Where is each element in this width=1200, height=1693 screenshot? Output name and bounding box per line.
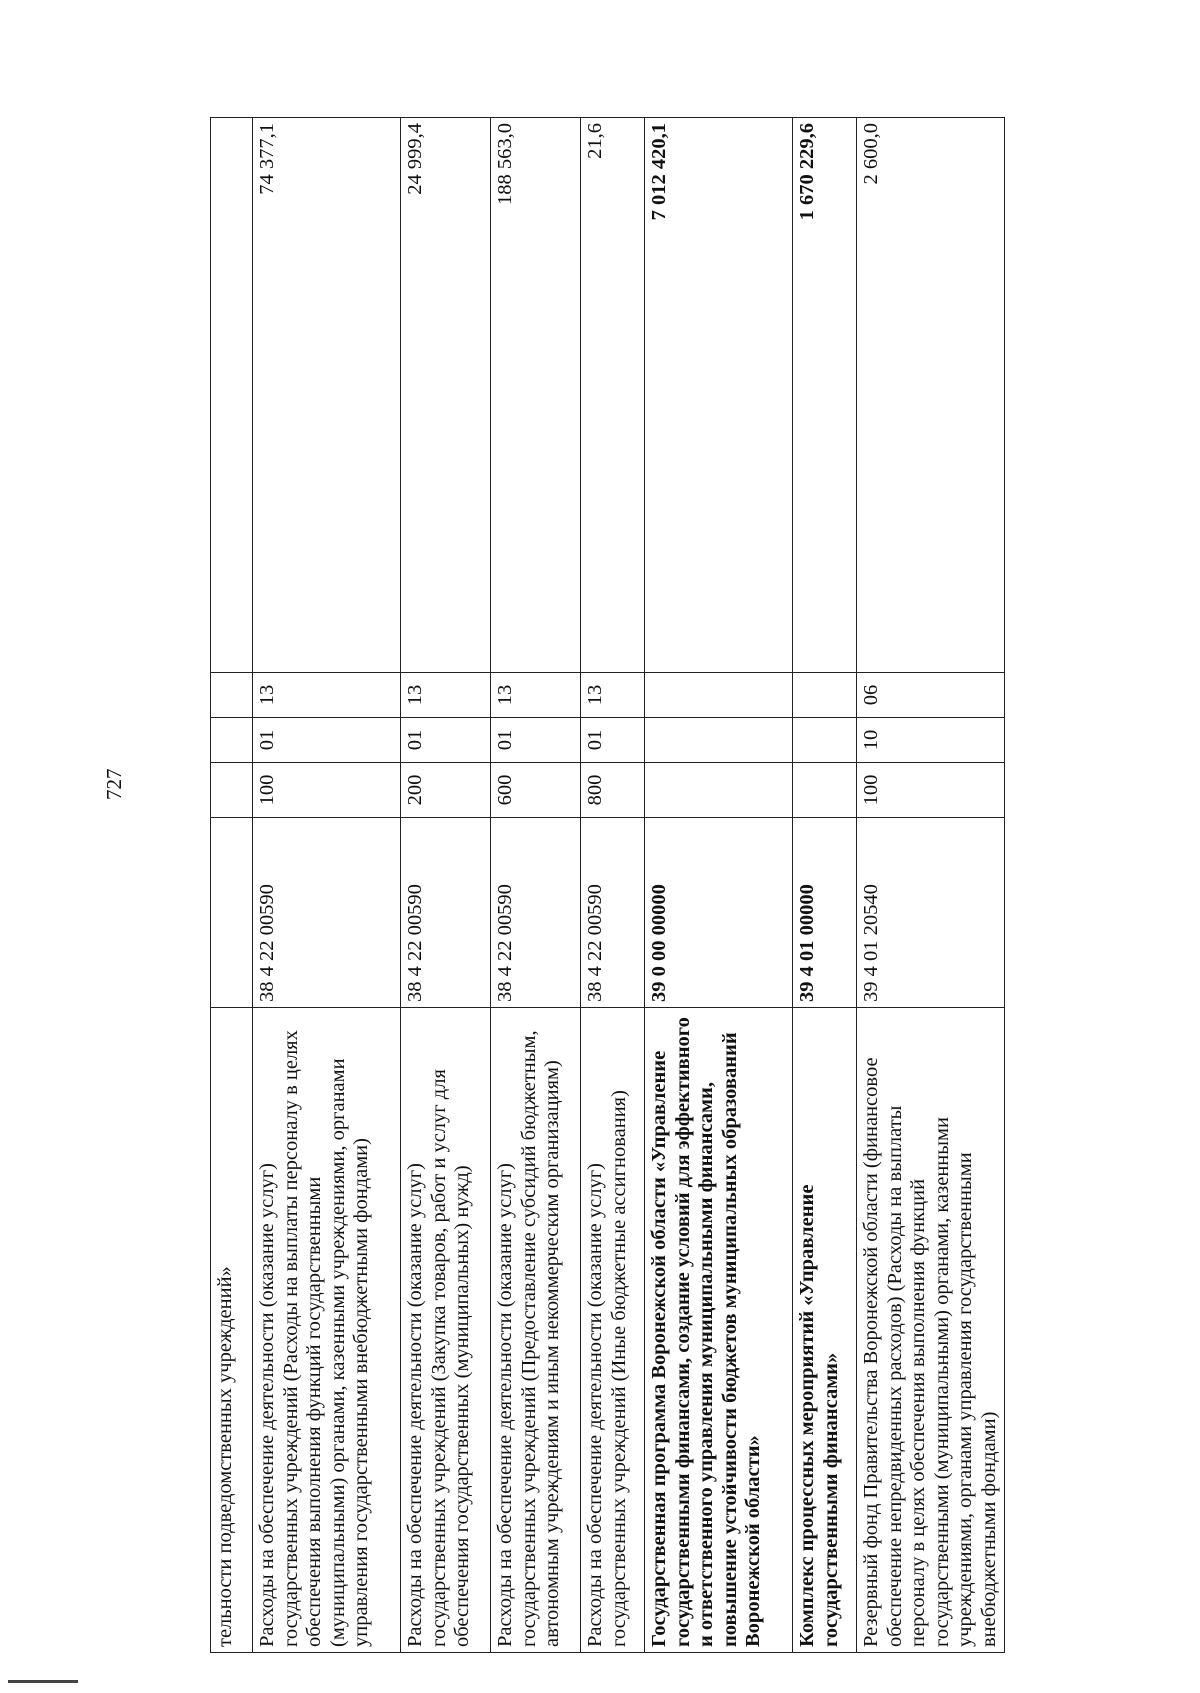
cell-rz: 01 <box>253 718 401 763</box>
table-body <box>211 118 1005 1653</box>
cell-rz: 01 <box>581 718 645 763</box>
cell-name: Расходы на обеспечение деятельности (оказание услуг) государственных учреждений (Закупка товаров, работ и услуг для обеспечения государственных (муниципальных) нужд) <box>401 1008 491 1653</box>
cell-pr: 13 <box>401 673 491 718</box>
cell-vr <box>793 763 857 818</box>
cell-name: Расходы на обеспечение деятельности (оказание услуг) государственных учреждений (Иные бюджетные ассигнования) <box>581 1008 645 1653</box>
cell-code: 39 4 01 00000 <box>793 818 857 1008</box>
cell-pr: 13 <box>491 673 581 718</box>
cell-pr <box>645 673 793 718</box>
cell-vr <box>211 763 253 818</box>
cell-rz <box>211 718 253 763</box>
cell-sum <box>211 118 253 673</box>
cell-code <box>211 818 253 1008</box>
cell-pr: 06 <box>857 673 1005 718</box>
cell-name: Резервный фонд Правительства Воронежской области (финансовое обеспечение непредвиденных расходов) (Расходы на выплаты персоналу в целях обеспечения выполнения функций государственными (муниципальными) органами, казенными учреждениями, органами управления государственными внебюджетными фондами) <box>857 1008 1005 1653</box>
cell-code: 38 4 22 00590 <box>253 818 401 1008</box>
scan-edge-mark <box>8 1680 78 1683</box>
table-row <box>581 118 645 1653</box>
cell-rz: 01 <box>401 718 491 763</box>
table-row <box>211 118 253 1653</box>
table-row <box>857 118 1005 1653</box>
cell-sum: 7 012 420,1 <box>645 118 793 673</box>
cell-rz <box>645 718 793 763</box>
cell-pr: 13 <box>253 673 401 718</box>
cell-sum: 24 999,4 <box>401 118 491 673</box>
cell-sum: 1 670 229,6 <box>793 118 857 673</box>
table-row <box>793 118 857 1653</box>
cell-pr <box>211 673 253 718</box>
cell-vr: 600 <box>491 763 581 818</box>
table-row <box>491 118 581 1653</box>
cell-sum: 21,6 <box>581 118 645 673</box>
cell-rz <box>793 718 857 763</box>
cell-code: 38 4 22 00590 <box>401 818 491 1008</box>
cell-code: 38 4 22 00590 <box>491 818 581 1008</box>
cell-vr: 800 <box>581 763 645 818</box>
cell-name: Комплекс процессных мероприятий «Управление государственными финансами» <box>793 1008 857 1653</box>
cell-rz: 10 <box>857 718 1005 763</box>
table-row <box>645 118 793 1653</box>
cell-sum: 188 563,0 <box>491 118 581 673</box>
cell-name: Расходы на обеспечение деятельности (оказание услуг) государственных учреждений (Расходы на выплаты персоналу в целях обеспечения выполнения функций государственными (муниципальными) органами, казенными учреждениями, органами управления государственными внебюджетными фондами) <box>253 1008 401 1653</box>
cell-vr <box>645 763 793 818</box>
cell-code: 39 4 01 20540 <box>857 818 1005 1008</box>
cell-code: 38 4 22 00590 <box>581 818 645 1008</box>
cell-name: Государственная программа Воронежской области «Управление государственными финансами, создание условий для эффективного и ответственного управления муниципальными финансами, повышение устойчивости бюджетов муниципальных образований Воронежской области» <box>645 1008 793 1653</box>
cell-vr: 200 <box>401 763 491 818</box>
cell-sum: 74 377,1 <box>253 118 401 673</box>
cell-vr: 100 <box>857 763 1005 818</box>
rotated-page-content <box>210 118 1068 1653</box>
cell-name: тельности подведомственных учреждений» <box>211 1008 253 1653</box>
cell-name: Расходы на обеспечение деятельности (оказание услуг) государственных учреждений (Предоставление субсидий бюджетным, автономным учреждениям и иным некоммерческим организациям) <box>491 1008 581 1653</box>
cell-sum: 2 600,0 <box>857 118 1005 673</box>
budget-table <box>210 117 1005 1653</box>
cell-pr <box>793 673 857 718</box>
table-row <box>401 118 491 1653</box>
cell-pr: 13 <box>581 673 645 718</box>
table-row <box>253 118 401 1653</box>
cell-rz: 01 <box>491 718 581 763</box>
cell-vr: 100 <box>253 763 401 818</box>
cell-code: 39 0 00 00000 <box>645 818 793 1008</box>
page-number: 727 <box>102 768 126 800</box>
